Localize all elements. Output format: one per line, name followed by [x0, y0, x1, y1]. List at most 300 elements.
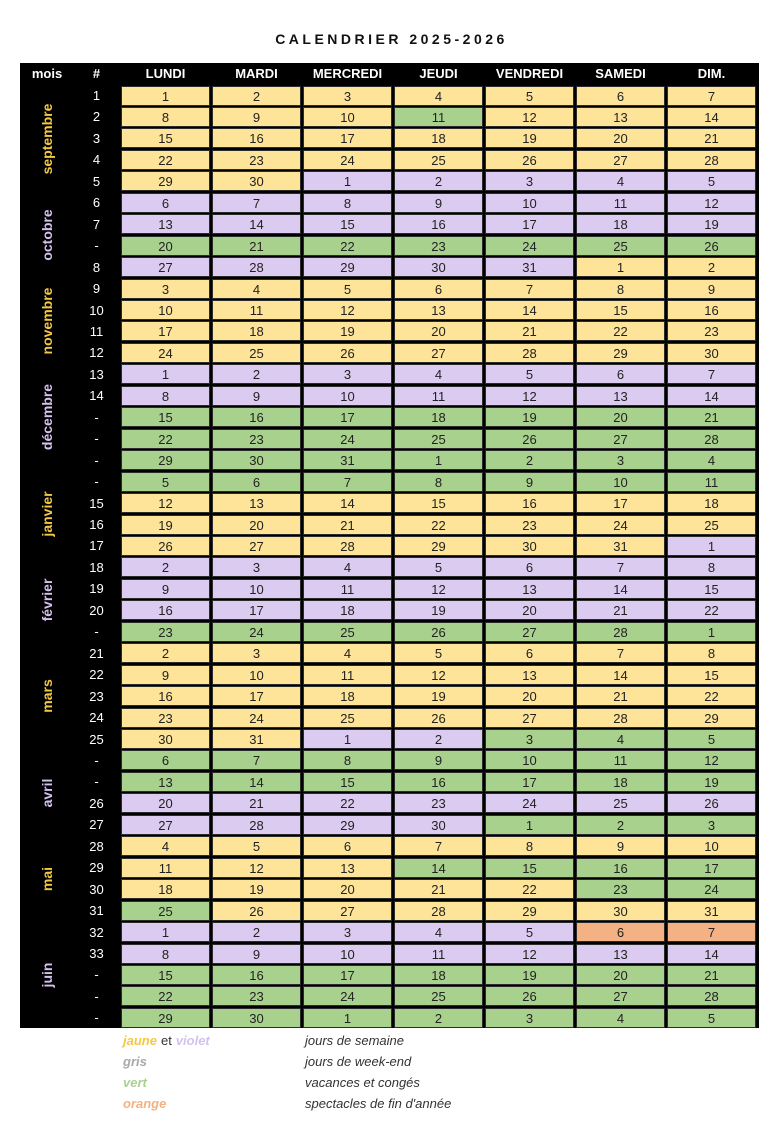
- day-cell: 12: [485, 386, 574, 406]
- day-cell: 30: [394, 257, 483, 277]
- week-number: 1: [92, 88, 101, 103]
- day-cell: 2: [576, 815, 665, 835]
- day-cell: 3: [576, 450, 665, 470]
- month-name: avril: [39, 778, 55, 808]
- day-cell: 6: [303, 836, 392, 856]
- day-cell: 13: [485, 579, 574, 599]
- day-cell: 16: [121, 686, 210, 706]
- day-cell: 19: [485, 128, 574, 148]
- day-cell: 19: [303, 321, 392, 341]
- week-number: 5: [92, 173, 101, 189]
- day-cell: 7: [303, 472, 392, 492]
- header-lundi: LUNDI: [145, 66, 186, 81]
- day-cell: 20: [576, 965, 665, 985]
- day-cell: 13: [121, 214, 210, 234]
- day-cell: 10: [485, 193, 574, 213]
- page-title: CALENDRIER 2025-2026: [275, 31, 508, 47]
- day-cell: 7: [212, 193, 301, 213]
- day-cell: 23: [121, 622, 210, 642]
- day-cell: 12: [394, 579, 483, 599]
- day-cell: 8: [121, 386, 210, 406]
- day-cell: 16: [212, 128, 301, 148]
- day-cell: 20: [576, 128, 665, 148]
- day-cell: 4: [303, 643, 392, 663]
- day-cell: 15: [667, 665, 756, 685]
- day-cell: 27: [576, 150, 665, 170]
- day-cell: 1: [121, 364, 210, 384]
- day-cell: 22: [303, 793, 392, 813]
- day-cell: 9: [212, 944, 301, 964]
- day-cell: 8: [667, 557, 756, 577]
- day-cell: 27: [212, 536, 301, 556]
- day-cell: 10: [485, 750, 574, 770]
- day-cell: 24: [121, 343, 210, 363]
- day-cell: 12: [485, 107, 574, 127]
- header-jeudi: JEUDI: [419, 66, 458, 81]
- day-cell: 18: [667, 493, 756, 513]
- day-cell: 2: [212, 86, 301, 106]
- week-number: 8: [92, 259, 101, 275]
- week-number: -: [94, 452, 99, 468]
- month-label: [20, 85, 74, 192]
- day-cell: 12: [485, 944, 574, 964]
- day-cell: 28: [394, 901, 483, 921]
- week-number: -: [94, 752, 99, 768]
- day-cell: 11: [576, 750, 665, 770]
- day-cell: 15: [667, 579, 756, 599]
- day-cell: 4: [212, 279, 301, 299]
- day-cell: 17: [121, 321, 210, 341]
- day-cell: 5: [485, 364, 574, 384]
- day-cell: 2: [485, 450, 574, 470]
- day-cell: 17: [303, 407, 392, 427]
- day-cell: 1: [121, 922, 210, 942]
- day-cell: 31: [212, 729, 301, 749]
- month-name: février: [39, 578, 55, 622]
- day-cell: 29: [485, 901, 574, 921]
- day-cell: 1: [303, 729, 392, 749]
- week-number: -: [94, 967, 99, 983]
- calendar-table: [20, 63, 759, 1028]
- day-cell: 5: [485, 86, 574, 106]
- day-cell: 22: [576, 321, 665, 341]
- day-cell: 16: [212, 965, 301, 985]
- week-number: 32: [89, 924, 104, 940]
- day-cell: 17: [576, 493, 665, 513]
- day-cell: 23: [212, 150, 301, 170]
- day-cell: 22: [394, 515, 483, 535]
- day-cell: 18: [303, 686, 392, 706]
- day-cell: 15: [121, 128, 210, 148]
- day-cell: 28: [485, 343, 574, 363]
- day-cell: 23: [394, 236, 483, 256]
- day-cell: 13: [576, 386, 665, 406]
- day-cell: 17: [212, 600, 301, 620]
- month-name: mai: [39, 866, 55, 891]
- day-cell: 8: [485, 836, 574, 856]
- day-cell: 3: [485, 1008, 574, 1028]
- day-cell: 10: [303, 944, 392, 964]
- legend-desc-weekend: jours de week-end: [305, 1054, 412, 1069]
- day-cell: 20: [121, 793, 210, 813]
- day-cell: 4: [667, 450, 756, 470]
- day-cell: 18: [576, 214, 665, 234]
- day-cell: 11: [303, 579, 392, 599]
- day-cell: 11: [394, 386, 483, 406]
- week-number: 17: [89, 538, 104, 554]
- month-label: [20, 471, 74, 557]
- day-cell: 1: [121, 86, 210, 106]
- week-number: 16: [89, 517, 104, 532]
- day-cell: 26: [667, 236, 756, 256]
- week-number: 14: [89, 388, 104, 404]
- day-cell: 19: [121, 515, 210, 535]
- day-cell: 25: [212, 343, 301, 363]
- day-cell: 6: [121, 193, 210, 213]
- month-name: novembre: [39, 287, 55, 355]
- day-cell: 25: [394, 986, 483, 1006]
- week-number: 13: [89, 366, 104, 382]
- day-cell: 30: [212, 1008, 301, 1028]
- day-cell: 13: [212, 493, 301, 513]
- day-cell: 27: [576, 429, 665, 449]
- month-name: décembre: [39, 384, 55, 451]
- day-cell: 5: [667, 729, 756, 749]
- day-cell: 16: [212, 407, 301, 427]
- day-cell: 5: [667, 171, 756, 191]
- day-cell: 6: [485, 557, 574, 577]
- day-cell: 29: [121, 1008, 210, 1028]
- day-cell: 19: [485, 965, 574, 985]
- legend-desc-vacances: vacances et congés: [305, 1075, 420, 1090]
- day-cell: 11: [121, 858, 210, 878]
- day-cell: 22: [667, 686, 756, 706]
- week-number: 28: [89, 838, 104, 854]
- legend-et: et: [160, 1033, 172, 1048]
- month-label: [20, 278, 74, 364]
- header-mois: mois: [31, 66, 63, 81]
- header-vendredi: VENDREDI: [495, 66, 564, 81]
- legend-orange: orange: [123, 1096, 167, 1111]
- day-cell: 31: [576, 536, 665, 556]
- week-number: 2: [92, 109, 101, 125]
- day-cell: 25: [121, 901, 210, 921]
- day-cell: 22: [667, 600, 756, 620]
- week-number: -: [94, 409, 99, 425]
- day-cell: 4: [121, 836, 210, 856]
- day-cell: 27: [121, 257, 210, 277]
- day-cell: 1: [303, 1008, 392, 1028]
- day-cell: 4: [303, 557, 392, 577]
- day-cell: 8: [121, 944, 210, 964]
- day-cell: 8: [303, 750, 392, 770]
- day-cell: 31: [303, 450, 392, 470]
- day-cell: 24: [303, 986, 392, 1006]
- day-cell: 7: [212, 750, 301, 770]
- day-cell: 5: [394, 557, 483, 577]
- day-cell: 30: [394, 815, 483, 835]
- day-cell: 25: [394, 429, 483, 449]
- week-number: -: [94, 474, 99, 490]
- day-cell: 14: [212, 214, 301, 234]
- day-cell: 25: [667, 515, 756, 535]
- day-cell: 10: [576, 472, 665, 492]
- week-number: 3: [92, 130, 101, 146]
- day-cell: 24: [303, 429, 392, 449]
- day-cell: 7: [667, 364, 756, 384]
- week-number: 27: [89, 817, 104, 833]
- day-cell: 13: [303, 858, 392, 878]
- legend: [0, 1030, 783, 1130]
- week-number: 22: [89, 667, 104, 683]
- day-cell: 8: [667, 643, 756, 663]
- month-label: [20, 643, 74, 750]
- week-number: 24: [89, 710, 104, 726]
- day-cell: 11: [576, 193, 665, 213]
- day-cell: 5: [667, 1008, 756, 1028]
- week-number: 9: [92, 281, 101, 297]
- day-cell: 10: [303, 386, 392, 406]
- day-cell: 29: [667, 708, 756, 728]
- day-cell: 20: [485, 600, 574, 620]
- day-cell: 14: [303, 493, 392, 513]
- month-label: [20, 922, 74, 1029]
- day-cell: 30: [667, 343, 756, 363]
- day-cell: 26: [485, 986, 574, 1006]
- day-cell: 11: [667, 472, 756, 492]
- day-cell: 23: [667, 321, 756, 341]
- day-cell: 2: [121, 557, 210, 577]
- month-label: [20, 364, 74, 471]
- day-cell: 29: [303, 257, 392, 277]
- day-cell: 26: [121, 536, 210, 556]
- day-cell: 17: [667, 858, 756, 878]
- day-cell: 17: [212, 686, 301, 706]
- header-week-number: #: [92, 66, 101, 81]
- day-cell: 12: [394, 665, 483, 685]
- day-cell: 2: [667, 257, 756, 277]
- day-cell: 28: [667, 429, 756, 449]
- week-number: -: [94, 238, 99, 254]
- day-cell: 28: [212, 257, 301, 277]
- day-cell: 24: [212, 708, 301, 728]
- day-cell: 15: [485, 858, 574, 878]
- day-cell: 25: [303, 622, 392, 642]
- day-cell: 9: [212, 386, 301, 406]
- day-cell: 17: [303, 965, 392, 985]
- day-cell: 19: [667, 772, 756, 792]
- week-number: 6: [92, 195, 101, 211]
- day-cell: 14: [394, 858, 483, 878]
- day-cell: 29: [121, 450, 210, 470]
- day-cell: 29: [121, 171, 210, 191]
- week-number: -: [94, 988, 99, 1004]
- day-cell: 14: [576, 579, 665, 599]
- day-cell: 18: [303, 600, 392, 620]
- day-cell: 28: [212, 815, 301, 835]
- day-cell: 30: [121, 729, 210, 749]
- day-cell: 2: [394, 1008, 483, 1028]
- day-cell: 27: [303, 901, 392, 921]
- day-cell: 25: [303, 708, 392, 728]
- day-cell: 8: [576, 279, 665, 299]
- day-cell: 18: [121, 879, 210, 899]
- legend-gris: gris: [123, 1054, 147, 1069]
- day-cell: 14: [485, 300, 574, 320]
- day-cell: 1: [303, 171, 392, 191]
- day-cell: 12: [667, 750, 756, 770]
- day-cell: 19: [212, 879, 301, 899]
- week-number: 25: [89, 731, 104, 747]
- day-cell: 9: [576, 836, 665, 856]
- day-cell: 30: [576, 901, 665, 921]
- day-cell: 10: [212, 665, 301, 685]
- day-cell: 4: [576, 171, 665, 191]
- legend-color-weekday: [123, 1030, 210, 1051]
- day-cell: 24: [485, 793, 574, 813]
- day-cell: 16: [485, 493, 574, 513]
- day-cell: 31: [667, 901, 756, 921]
- week-number: 4: [92, 152, 101, 168]
- day-cell: 21: [667, 407, 756, 427]
- day-cell: 12: [667, 193, 756, 213]
- day-cell: 5: [121, 472, 210, 492]
- day-cell: 24: [576, 515, 665, 535]
- day-cell: 18: [394, 407, 483, 427]
- week-number: 21: [89, 645, 104, 661]
- day-cell: 14: [667, 386, 756, 406]
- day-cell: 21: [576, 686, 665, 706]
- day-cell: 28: [667, 986, 756, 1006]
- day-cell: 13: [576, 107, 665, 127]
- day-cell: 21: [667, 128, 756, 148]
- day-cell: 24: [303, 150, 392, 170]
- day-cell: 9: [667, 279, 756, 299]
- legend-desc-spectacles: spectacles de fin d'année: [305, 1096, 452, 1111]
- header-samedi: SAMEDI: [595, 66, 646, 81]
- day-cell: 7: [485, 279, 574, 299]
- day-cell: 24: [212, 622, 301, 642]
- day-cell: 25: [576, 236, 665, 256]
- month-name: septembre: [39, 103, 55, 175]
- day-cell: 5: [394, 643, 483, 663]
- day-cell: 6: [121, 750, 210, 770]
- day-cell: 3: [303, 86, 392, 106]
- day-cell: 9: [212, 107, 301, 127]
- day-cell: 12: [303, 300, 392, 320]
- day-cell: 10: [667, 836, 756, 856]
- day-cell: 30: [212, 450, 301, 470]
- day-cell: 3: [212, 557, 301, 577]
- month-label: [20, 750, 74, 836]
- day-cell: 13: [394, 300, 483, 320]
- day-cell: 29: [576, 343, 665, 363]
- month-label: [20, 192, 74, 278]
- week-number: 30: [89, 881, 104, 897]
- day-cell: 3: [121, 279, 210, 299]
- day-cell: 21: [303, 515, 392, 535]
- day-cell: 14: [667, 107, 756, 127]
- day-cell: 6: [576, 86, 665, 106]
- legend-jaune: jaune: [123, 1033, 157, 1048]
- day-cell: 12: [212, 858, 301, 878]
- day-cell: 16: [394, 214, 483, 234]
- day-cell: 26: [667, 793, 756, 813]
- day-cell: 12: [121, 493, 210, 513]
- day-cell: 11: [303, 665, 392, 685]
- day-cell: 20: [485, 686, 574, 706]
- day-cell: 4: [394, 364, 483, 384]
- day-cell: 6: [212, 472, 301, 492]
- day-cell: 4: [576, 1008, 665, 1028]
- day-cell: 13: [121, 772, 210, 792]
- day-cell: 10: [212, 579, 301, 599]
- week-number: 15: [89, 495, 104, 511]
- day-cell: 23: [576, 879, 665, 899]
- day-cell: 7: [667, 86, 756, 106]
- day-cell: 22: [121, 429, 210, 449]
- legend-desc-semaine: jours de semaine: [305, 1033, 404, 1048]
- day-cell: 27: [121, 815, 210, 835]
- day-cell: 19: [394, 686, 483, 706]
- day-cell: 9: [485, 472, 574, 492]
- day-cell: 27: [485, 708, 574, 728]
- day-cell: 3: [212, 643, 301, 663]
- day-cell: 15: [121, 407, 210, 427]
- week-number: 18: [89, 559, 104, 575]
- day-cell: 13: [576, 944, 665, 964]
- day-cell: 3: [485, 729, 574, 749]
- day-cell: 14: [667, 944, 756, 964]
- day-cell: 18: [394, 128, 483, 148]
- day-cell: 6: [576, 922, 665, 942]
- day-cell: 19: [394, 600, 483, 620]
- week-number: 33: [89, 946, 104, 961]
- day-cell: 24: [485, 236, 574, 256]
- day-cell: 18: [212, 321, 301, 341]
- day-cell: 20: [576, 407, 665, 427]
- day-cell: 2: [212, 364, 301, 384]
- week-number: 11: [89, 323, 104, 339]
- day-cell: 9: [394, 750, 483, 770]
- day-cell: 3: [303, 364, 392, 384]
- day-cell: 7: [667, 922, 756, 942]
- day-cell: 2: [394, 171, 483, 191]
- day-cell: 1: [394, 450, 483, 470]
- day-cell: 17: [303, 128, 392, 148]
- day-cell: 29: [394, 536, 483, 556]
- week-number: 19: [89, 581, 104, 597]
- day-cell: 23: [485, 515, 574, 535]
- day-cell: 5: [485, 922, 574, 942]
- header-mardi: MARDI: [235, 66, 278, 81]
- day-cell: 5: [303, 279, 392, 299]
- day-cell: 28: [303, 536, 392, 556]
- day-cell: 11: [394, 944, 483, 964]
- day-cell: 14: [576, 665, 665, 685]
- month-label: [20, 836, 74, 922]
- day-cell: 16: [576, 858, 665, 878]
- day-cell: 3: [667, 815, 756, 835]
- day-cell: 31: [485, 257, 574, 277]
- day-cell: 14: [212, 772, 301, 792]
- day-cell: 19: [667, 214, 756, 234]
- day-cell: 23: [394, 793, 483, 813]
- day-cell: 17: [485, 214, 574, 234]
- day-cell: 8: [394, 472, 483, 492]
- day-cell: 22: [485, 879, 574, 899]
- day-cell: 22: [303, 236, 392, 256]
